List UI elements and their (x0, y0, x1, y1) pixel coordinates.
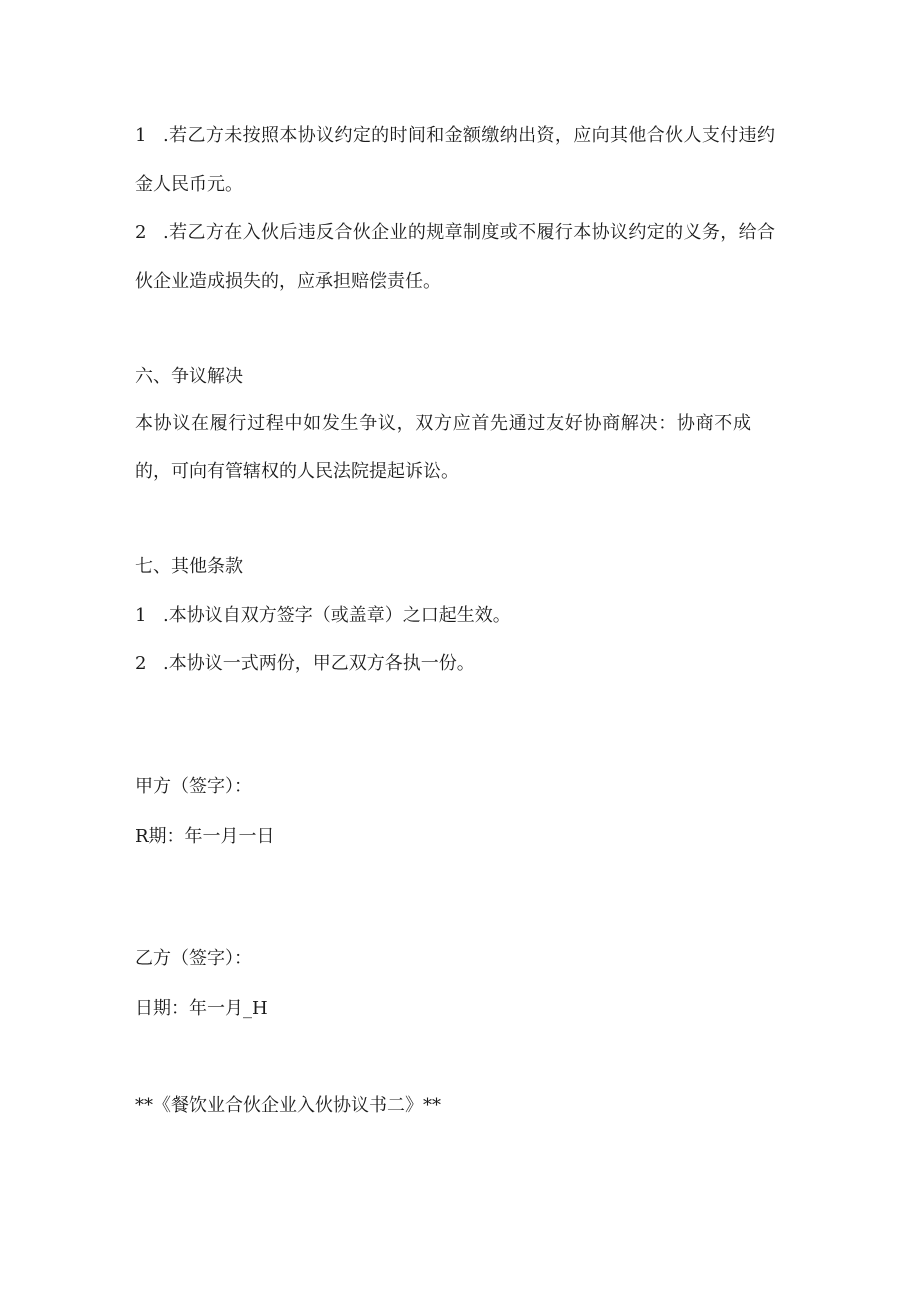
clause-5-1-line-2: 金人民币元。 (135, 174, 243, 195)
clause-number: 1 (135, 605, 147, 626)
clause-5-2-line-1 (135, 221, 775, 245)
party-b-date-label: 日期：年一月_H (135, 998, 268, 1019)
clause-text: .本协议一式两份，甲乙双方各执一份。 (163, 653, 475, 674)
clause-7-2 (135, 652, 475, 676)
clause-number: 2 (135, 653, 147, 674)
clause-5-1-line-1 (135, 124, 775, 148)
next-document-title: **《餐饮业合伙企业入伙协议书二》** (135, 1095, 441, 1116)
party-a-signature-label: 甲方（签字）： (135, 776, 252, 797)
paragraph-text: 本协议在履行过程中如发生争议，双方应首先通过友好协商解决：协商不成 (135, 413, 751, 434)
section-6-paragraph-line-2: 的，可向有管辖权的人民法院提起诉讼。 (135, 461, 459, 482)
section-6-paragraph-line-1 (135, 412, 751, 436)
clause-number: 1 (135, 125, 147, 146)
section-7-heading: 七、其他条款 (135, 556, 243, 577)
clause-5-2-line-2: 伙企业造成损失的，应承担赔偿责任。 (135, 271, 441, 292)
section-6-heading: 六、争议解决 (135, 366, 243, 387)
clause-7-1 (135, 604, 511, 628)
clause-number: 2 (135, 222, 147, 243)
clause-text: .本协议自双方签字（或盖章）之口起生效。 (163, 605, 511, 626)
party-b-signature-label: 乙方（签字）： (135, 948, 252, 969)
clause-text: .若乙方未按照本协议约定的时间和金额缴纳出资，应向其他合伙人支付违约 (163, 125, 775, 146)
party-a-date-label: R期：年一月一日 (135, 826, 275, 847)
clause-text: .若乙方在入伙后违反合伙企业的规章制度或不履行本协议约定的义务，给合 (163, 222, 775, 243)
